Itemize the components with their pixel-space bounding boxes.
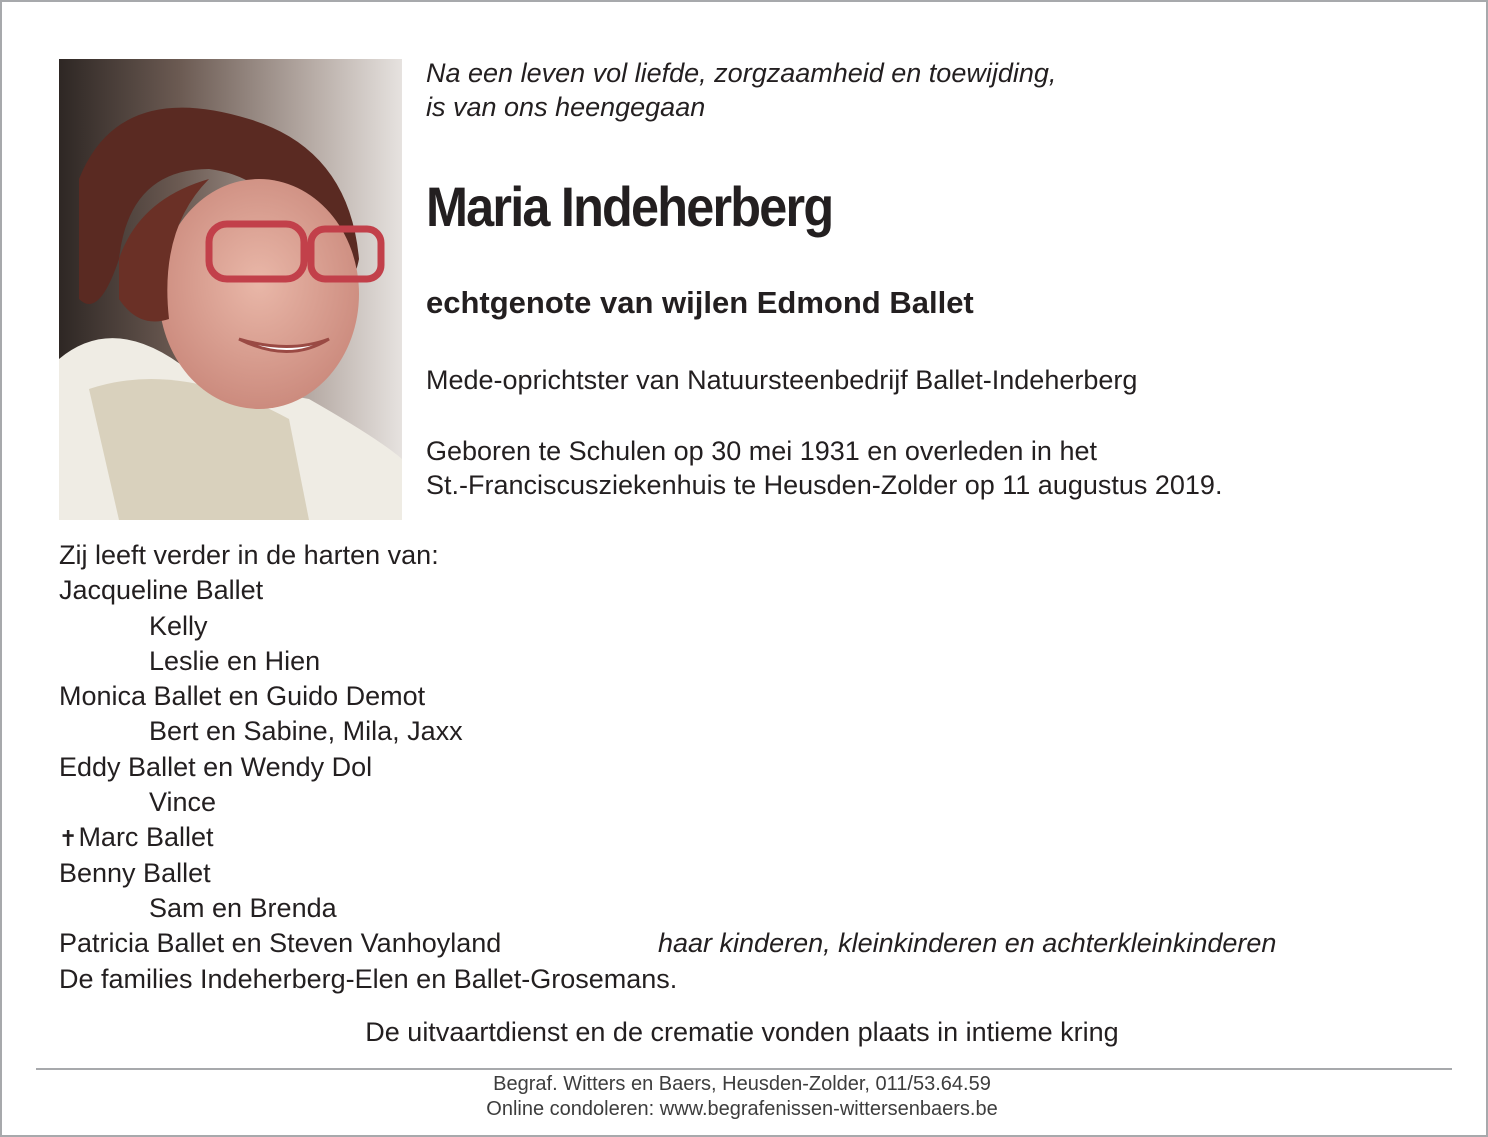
survivor-entry <box>59 820 1439 855</box>
survivor-entry <box>59 679 1439 714</box>
funeral-home-contact: Begraf. Witters en Baers, Heusden-Zolder, 011/53.64.59 <box>493 1073 991 1095</box>
intro-line-1: Na een leven vol liefde, zorgzaamheid en toewijding, <box>426 58 1057 88</box>
intro-text <box>426 56 1056 124</box>
survivor-entry <box>59 609 1439 644</box>
survivor-entry <box>59 962 1439 997</box>
survivor-name: De families Indeherberg-Elen en Ballet-Grosemans. <box>59 963 678 994</box>
intro-line-2: is van ons heengegaan <box>426 92 706 122</box>
footer-divider <box>36 1068 1452 1070</box>
survivor-entry <box>59 750 1439 785</box>
birth-death-info <box>426 434 1222 502</box>
portrait-photo <box>59 59 402 520</box>
cross-icon: ✝ <box>59 826 78 852</box>
survivor-entry <box>59 785 1439 820</box>
birth-line-2: St.-Franciscusziekenhuis te Heusden-Zolder op 11 augustus 2019. <box>426 470 1223 500</box>
survivor-entry <box>59 714 1439 749</box>
spouse-line: echtgenote van wijlen Edmond Ballet <box>426 285 974 320</box>
survivor-name: Benny Ballet <box>59 857 211 888</box>
survivor-name: Bert en Sabine, Mila, Jaxx <box>149 716 463 747</box>
survivor-name: Kelly <box>149 610 208 641</box>
survivor-name: Patricia Ballet en Steven Vanhoyland <box>59 928 502 959</box>
survivor-entry <box>59 891 1439 926</box>
survivor-name: Monica Ballet en Guido Demot <box>59 681 426 712</box>
survivor-name: Jacqueline Ballet <box>59 575 264 606</box>
service-note: De uitvaartdienst en de crematie vonden plaats in intieme kring <box>365 1017 1119 1047</box>
funeral-home-footer <box>0 1072 1484 1122</box>
survivors-list <box>59 538 1439 997</box>
survivors-heading: Zij leeft verder in de harten van: <box>59 540 439 570</box>
role-line: Mede-oprichtster van Natuursteenbedrijf Ballet-Indeherberg <box>426 365 1138 395</box>
relation-note: haar kinderen, kleinkinderen en achterkleinkinderen <box>658 928 1277 959</box>
survivor-name: Vince <box>149 787 217 818</box>
deceased-name: Maria Indeherberg <box>426 175 833 238</box>
survivor-entry <box>59 926 1439 961</box>
survivor-name: Sam en Brenda <box>149 892 337 923</box>
survivor-name: Marc Ballet <box>78 822 214 853</box>
survivor-name: Leslie en Hien <box>149 645 321 676</box>
birth-line-1: Geboren te Schulen op 30 mei 1931 en overleden in het <box>426 436 1097 466</box>
survivor-entry <box>59 573 1439 608</box>
survivor-name: Eddy Ballet en Wendy Dol <box>59 751 373 782</box>
online-condolence-link[interactable]: Online condoleren: www.begrafenissen-wittersenbaers.be <box>486 1098 998 1120</box>
survivor-entry <box>59 644 1439 679</box>
portrait-illustration <box>59 59 402 520</box>
survivor-entry <box>59 856 1439 891</box>
